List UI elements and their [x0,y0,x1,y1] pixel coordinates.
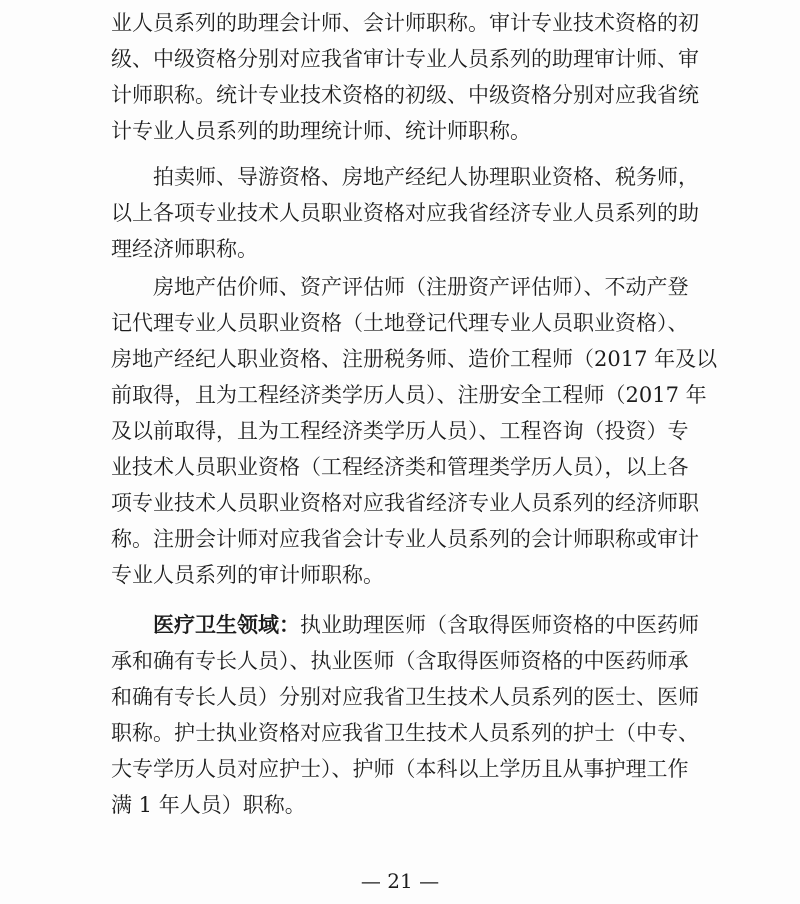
section-heading: 医疗卫生领域： [153,613,300,637]
text-line [0,555,800,595]
text-line [0,75,800,115]
text-line [0,157,800,197]
paragraph-3-line-6: 业技术人员职业资格（工程经济类和管理类学历人员），以上各 [111,455,689,479]
paragraph-1-line-1: 业人员系列的助理会计师、会计师职称。审计专业技术资格的初 [111,11,699,35]
paragraph-3-line-5: 及以前取得，且为工程经济类学历人员）、工程咨询（投资）专 [111,419,689,443]
text-line [0,375,800,415]
text-line [0,785,800,825]
paragraph-3-line-7: 项专业技术人员职业资格对应我省经济专业人员系列的经济师职 [111,491,699,515]
text-line [0,3,800,43]
paragraph-2-line-2: 以上各项专业技术人员职业资格对应我省经济专业人员系列的助 [111,201,699,225]
paragraph-4-line-6: 满 1 年人员）职称。 [111,793,306,817]
text-line [0,749,800,789]
text-line [0,447,800,487]
text-line [0,411,800,451]
paragraph-3-line-9: 专业人员系列的审计师职称。 [111,563,384,587]
paragraph-3-line-8: 称。注册会计师对应我省会计专业人员系列的会计师职称或审计 [111,527,699,551]
text-line [0,267,800,307]
text-line [0,605,800,645]
paragraph-4-line-1 [153,605,699,645]
paragraph-3-line-2: 记代理专业人员职业资格（土地登记代理专业人员职业资格）、 [111,311,689,335]
paragraph-1-line-4: 计专业人员系列的助理统计师、统计师职称。 [111,119,531,143]
paragraph-4-line-3: 和确有专长人员）分别对应我省卫生技术人员系列的医士、医师 [111,685,699,709]
text-line [0,641,800,681]
paragraph-2-line-3: 理经济师职称。 [111,237,258,261]
paragraph-4-line-2: 承和确有专长人员）、执业医师（含取得医师资格的中医药师承 [111,649,689,673]
text-line [0,303,800,343]
paragraph-4-line-5: 大专学历人员对应护士）、护师（本科以上学历且从事护理工作 [111,757,689,781]
paragraph-4-line-4: 职称。护士执业资格对应我省卫生技术人员系列的护士（中专、 [111,721,699,745]
paragraph-3-line-3: 房地产经纪人职业资格、注册税务师、造价工程师（2017 年及以 [111,347,718,371]
text-line [0,519,800,559]
text-line [0,677,800,717]
paragraph-1-line-3: 计师职称。统计专业技术资格的初级、中级资格分别对应我省统 [111,83,699,107]
text-line [0,229,800,269]
paragraph-1-line-2: 级、中级资格分别对应我省审计专业人员系列的助理审计师、审 [111,47,699,71]
text-line [0,193,800,233]
paragraph-3-line-4: 前取得，且为工程经济类学历人员）、注册安全工程师（2017 年 [111,383,707,407]
page-number: — 21 — [360,869,440,893]
text-line [0,39,800,79]
paragraph-3-line-1: 房地产估价师、资产评估师（注册资产评估师）、不动产登 [153,275,689,299]
paragraph-2-line-1: 拍卖师、导游资格、房地产经纪人协理职业资格、税务师， [153,165,699,189]
text-line [0,483,800,523]
text-line [0,111,800,151]
text-line [0,339,800,379]
text-line [0,713,800,753]
paragraph-4-line-1-text: 执业助理医师（含取得医师资格的中医药师 [300,613,699,637]
